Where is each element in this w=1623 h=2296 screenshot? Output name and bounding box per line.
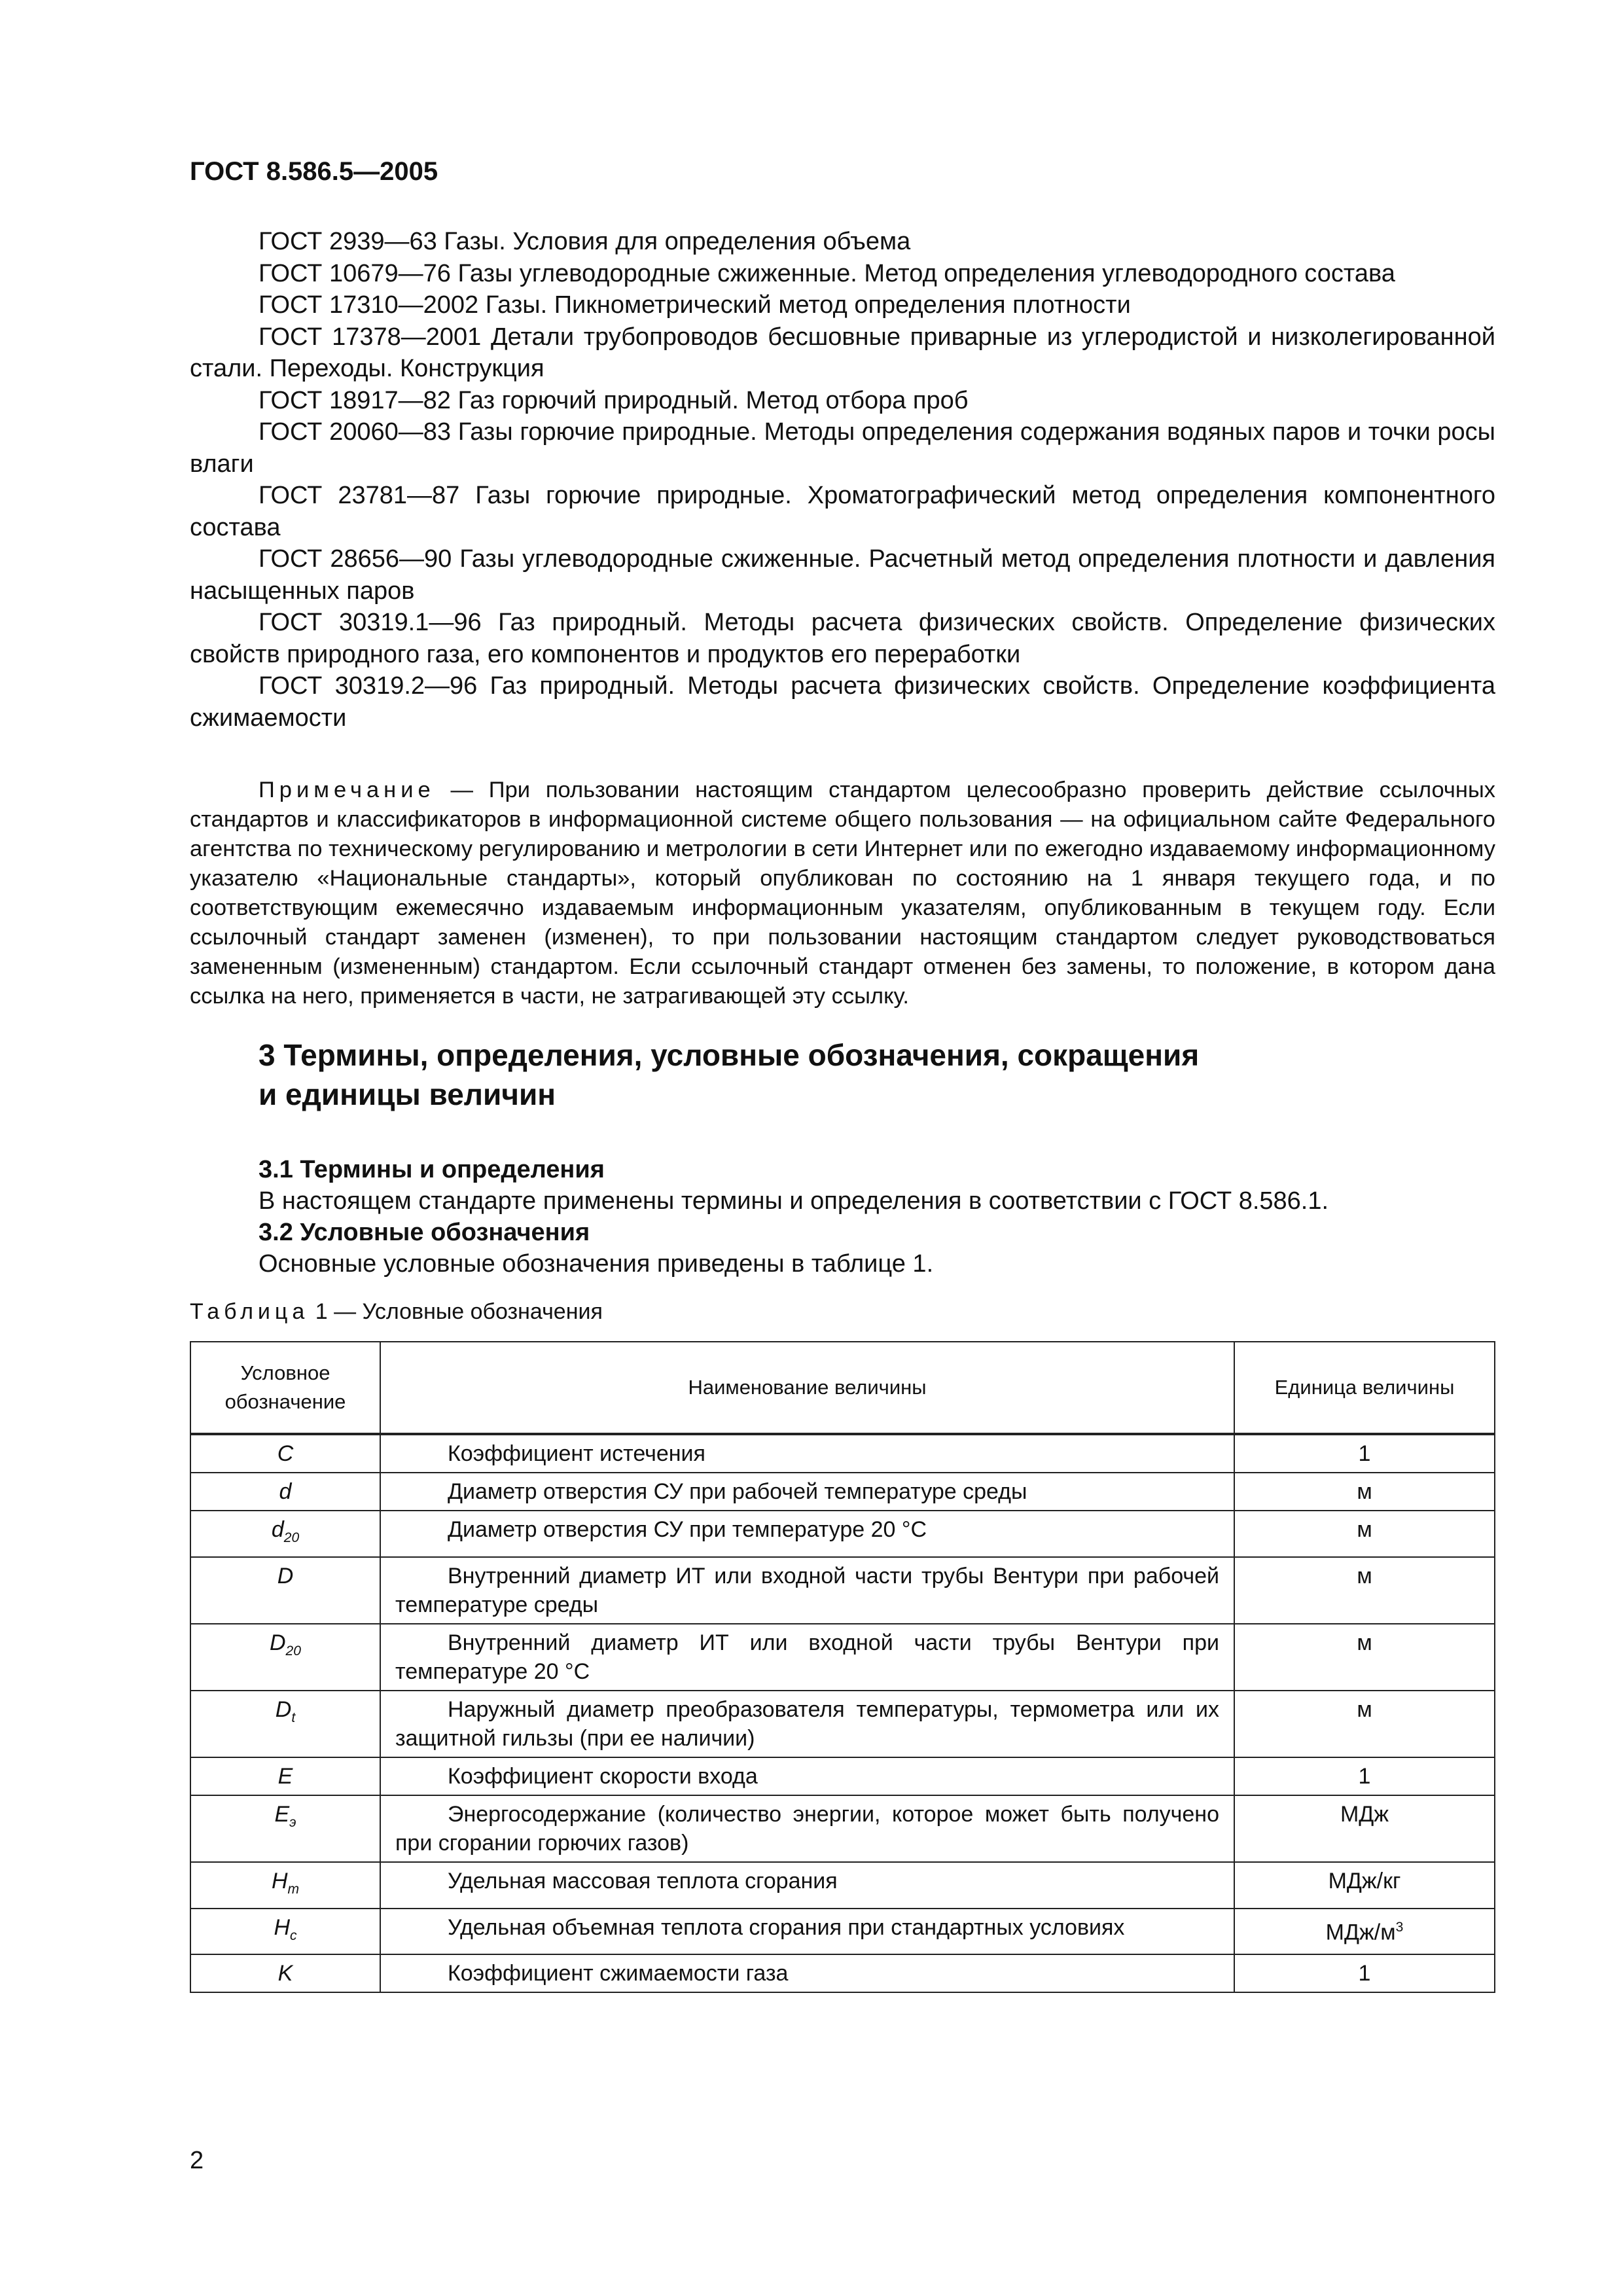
section-3-heading [259, 1035, 1469, 1114]
table-caption-label: Таблица [190, 1299, 310, 1324]
unit-superscript: 3 [1395, 1919, 1404, 1935]
table-caption [190, 1299, 603, 1325]
unit-text: 1 [1358, 1961, 1371, 1986]
subsection-3-2-text: Основные условные обозначения приведены в таблице 1. [259, 1250, 934, 1278]
quantity-name-cell: Внутренний диаметр ИТ или входной части трубы Вентури при рабочей температуре среды [380, 1557, 1234, 1624]
table-row [190, 1862, 1495, 1909]
unit-cell [1234, 1691, 1495, 1757]
reference-item: ГОСТ 23781—87 Газы горючие природные. Хроматографический метод определения компонентного состава [190, 482, 1495, 541]
page-number: 2 [190, 2147, 204, 2174]
reference-item: ГОСТ 2939—63 Газы. Условия для определения объема [259, 228, 911, 255]
symbol-letter: C [277, 1441, 294, 1466]
symbol-letter: D [277, 1563, 294, 1588]
normative-references-list [190, 226, 1495, 734]
table-row [190, 1557, 1495, 1624]
reference-item: ГОСТ 28656—90 Газы углеводородные сжиженные. Расчетный метод определения плотности и давления насыщенных паров [190, 545, 1495, 605]
quantity-name-cell: Коэффициент сжимаемости газа [380, 1954, 1234, 1992]
quantity-name-cell: Удельная объемная теплота сгорания при стандартных условиях [380, 1909, 1234, 1955]
table-body [190, 1434, 1495, 1992]
symbol-cell [190, 1862, 380, 1909]
symbol-letter: d [271, 1517, 284, 1542]
subsection-3-1-text: В настоящем стандарте применены термины и определения в соответствии с ГОСТ 8.586.1. [259, 1187, 1329, 1215]
symbol-cell [190, 1691, 380, 1757]
table-row [190, 1757, 1495, 1795]
unit-cell [1234, 1862, 1495, 1909]
symbol-subscript: 20 [283, 1530, 300, 1545]
table-row [190, 1473, 1495, 1511]
unit-text: м [1357, 1517, 1372, 1542]
page-header-title: ГОСТ 8.586.5—2005 [190, 157, 438, 186]
table-row [190, 1624, 1495, 1691]
note-label: Примечание [259, 778, 435, 802]
reference-item: ГОСТ 17310—2002 Газы. Пикнометрический метод определения плотности [259, 291, 1131, 319]
table-row [190, 1434, 1495, 1473]
unit-cell [1234, 1909, 1495, 1955]
subsection-3-2-heading: 3.2 Условные обозначения [259, 1219, 590, 1246]
symbol-subscript: c [290, 1928, 297, 1943]
symbol-subscript: t [291, 1710, 296, 1725]
quantity-name-cell: Коэффициент скорости входа [380, 1757, 1234, 1795]
table-header-row [190, 1342, 1495, 1434]
symbol-letter: K [277, 1961, 293, 1986]
unit-text: МДж/м [1325, 1919, 1396, 1945]
quantity-name-cell: Удельная массовая теплота сгорания [380, 1862, 1234, 1909]
symbol-cell [190, 1473, 380, 1511]
symbol-cell [190, 1954, 380, 1992]
symbol-letter: H [271, 1868, 288, 1893]
table-row [190, 1691, 1495, 1757]
unit-text: МДж [1340, 1801, 1389, 1827]
unit-text: МДж/кг [1328, 1868, 1401, 1893]
symbol-cell [190, 1434, 380, 1473]
section-3-heading-line2: и единицы величин [259, 1077, 556, 1111]
note-paragraph [190, 776, 1495, 1011]
quantity-name-cell: Диаметр отверстия СУ при температуре 20 °С [380, 1511, 1234, 1557]
table-row [190, 1909, 1495, 1955]
note-text: — При пользовании настоящим стандартом целесообразно проверить действие ссылочных стандартов и классификаторов в информационной системе общего пользования — на официальном сайте Федерального агентства по техническому регулированию и метрологии в сети Интернет или по ежегодно издаваемому информационному указателю «Национальные стандарты», который опубликован по состоянию на 1 января текущего года, и по соответствующим ежемесячно издаваемым информационным указателям, опубликованным в текущем году. Если ссылочный стандарт заменен (изменен), то при пользовании настоящим стандартом следует руководствоваться замененным (измененным) стандартом. Если ссылочный стандарт отменен без замены, то положение, в котором дана ссылка на него, применяется в части, не затрагивающей эту ссылку. [190, 778, 1495, 1009]
reference-item: ГОСТ 17378—2001 Детали трубопроводов бесшовные приварные из углеродистой и низколегированной стали. Переходы. Конструкция [190, 323, 1495, 382]
reference-item: ГОСТ 30319.2—96 Газ природный. Методы расчета физических свойств. Определение коэффициента сжимаемости [190, 672, 1495, 732]
symbol-subscript: э [289, 1814, 296, 1830]
symbol-subscript: 20 [285, 1643, 301, 1659]
unit-cell [1234, 1557, 1495, 1624]
symbol-letter: E [277, 1763, 293, 1789]
quantity-name-cell: Диаметр отверстия СУ при рабочей температуре среды [380, 1473, 1234, 1511]
reference-item: ГОСТ 20060—83 Газы горючие природные. Методы определения содержания водяных паров и точки росы влаги [190, 418, 1495, 478]
symbol-letter: D [275, 1696, 292, 1722]
unit-text: 1 [1358, 1441, 1371, 1466]
quantity-name-cell: Внутренний диаметр ИТ или входной части трубы Вентури при температуре 20 °С [380, 1624, 1234, 1691]
unit-text: м [1357, 1479, 1372, 1504]
header-unit: Единица величины [1234, 1342, 1495, 1434]
unit-text: м [1357, 1563, 1372, 1588]
reference-item: ГОСТ 10679—76 Газы углеводородные сжиженные. Метод определения углеводородного состава [259, 259, 1395, 287]
quantity-name-cell: Энергосодержание (количество энергии, которое может быть получено при сгорании горючих газов) [380, 1795, 1234, 1862]
subsection-3-1-heading: 3.1 Термины и определения [259, 1156, 605, 1183]
unit-cell [1234, 1757, 1495, 1795]
header-symbol: Условное обозначение [190, 1342, 380, 1434]
symbol-cell [190, 1909, 380, 1955]
quantity-name-cell: Коэффициент истечения [380, 1434, 1234, 1473]
table-row [190, 1954, 1495, 1992]
symbol-letter: d [279, 1479, 292, 1504]
unit-cell [1234, 1624, 1495, 1691]
unit-text: м [1357, 1696, 1372, 1722]
table-row [190, 1511, 1495, 1557]
unit-text: 1 [1358, 1763, 1371, 1789]
symbol-letter: H [274, 1914, 290, 1940]
unit-cell [1234, 1795, 1495, 1862]
reference-item: ГОСТ 30319.1—96 Газ природный. Методы расчета физических свойств. Определение физических свойств природного газа, его компонентов и продуктов его переработки [190, 609, 1495, 668]
table-caption-title: 1 — Условные обозначения [309, 1299, 603, 1324]
reference-item: ГОСТ 18917—82 Газ горючий природный. Метод отбора проб [259, 386, 969, 414]
symbol-letter: D [269, 1630, 286, 1655]
symbol-cell [190, 1795, 380, 1862]
table-row [190, 1795, 1495, 1862]
symbol-subscript: m [287, 1881, 300, 1897]
symbol-cell [190, 1624, 380, 1691]
header-name: Наименование величины [380, 1342, 1234, 1434]
unit-cell [1234, 1473, 1495, 1511]
unit-cell [1234, 1954, 1495, 1992]
symbol-cell [190, 1511, 380, 1557]
quantity-name-cell: Наружный диаметр преобразователя температуры, термометра или их защитной гильзы (при ее наличии) [380, 1691, 1234, 1757]
symbol-cell [190, 1757, 380, 1795]
symbol-cell [190, 1557, 380, 1624]
section-3-heading-line1: 3 Термины, определения, условные обозначения, сокращения [259, 1038, 1200, 1072]
unit-cell [1234, 1434, 1495, 1473]
symbols-table [190, 1341, 1495, 1993]
unit-cell [1234, 1511, 1495, 1557]
symbol-letter: E [274, 1801, 290, 1827]
unit-text: м [1357, 1630, 1372, 1655]
